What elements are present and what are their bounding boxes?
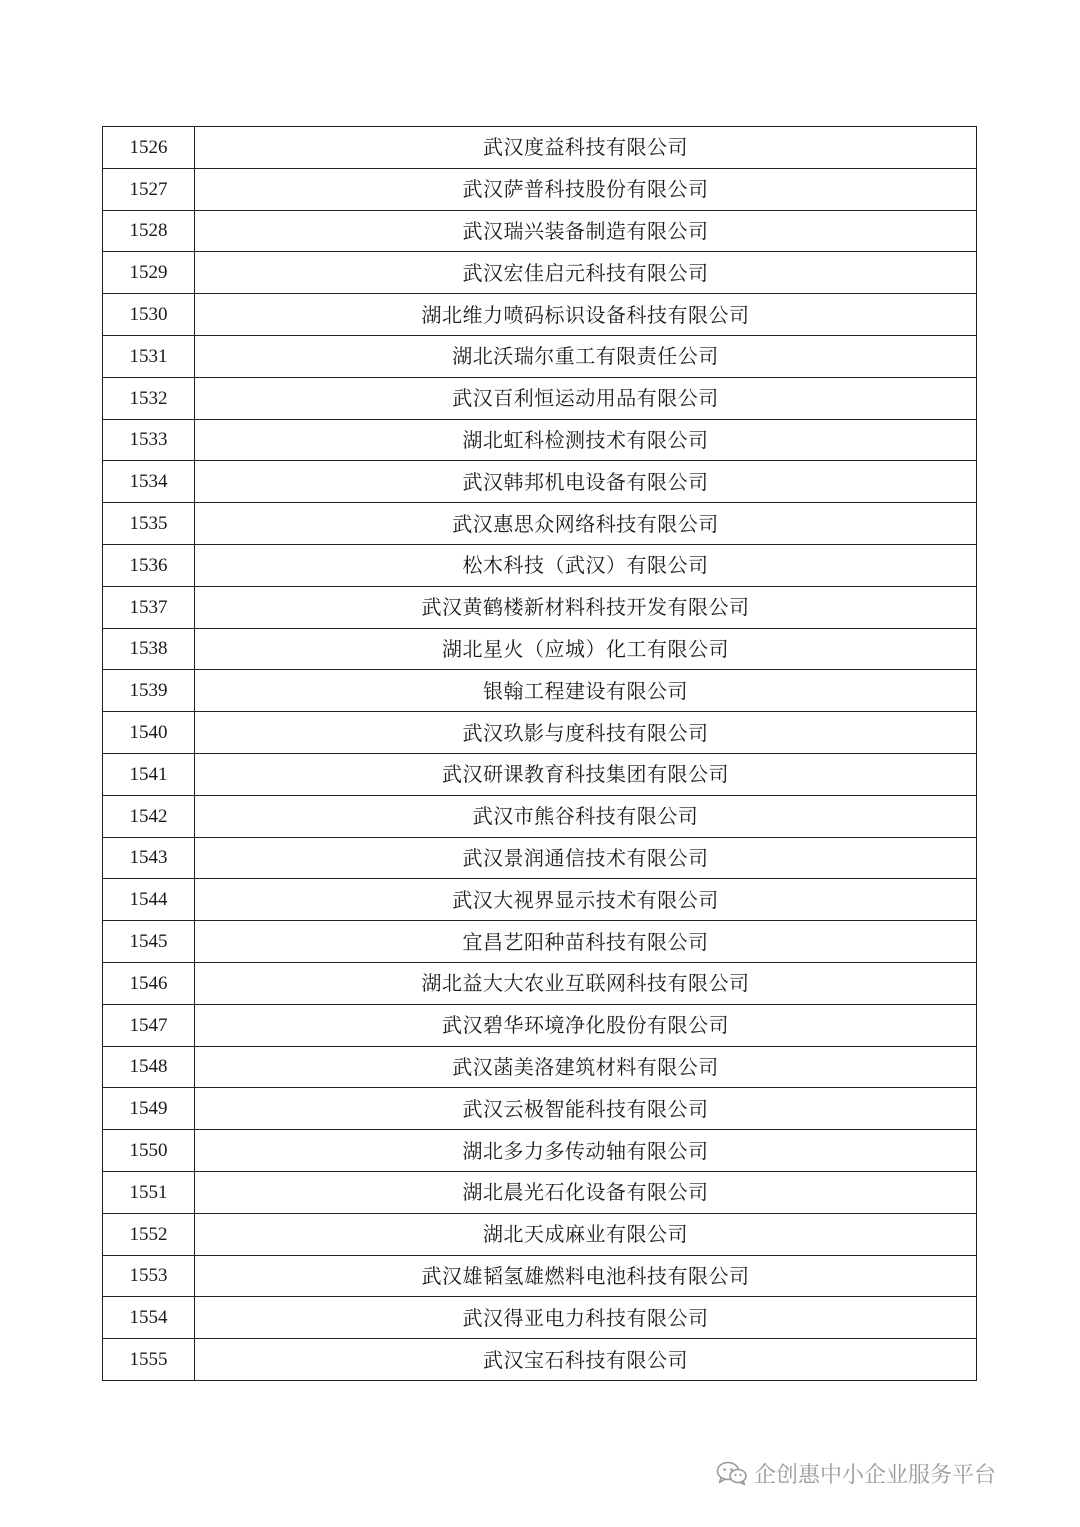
row-number-cell: 1529 bbox=[103, 252, 195, 294]
table-row bbox=[103, 795, 977, 837]
company-name-cell: 银翰工程建设有限公司 bbox=[195, 670, 977, 712]
company-name-cell: 湖北维力喷码标识设备科技有限公司 bbox=[195, 294, 977, 336]
row-number-cell: 1553 bbox=[103, 1255, 195, 1297]
row-number-cell: 1540 bbox=[103, 712, 195, 754]
row-number-cell: 1549 bbox=[103, 1088, 195, 1130]
company-name-cell: 武汉得亚电力科技有限公司 bbox=[195, 1297, 977, 1339]
company-name-cell: 湖北天成麻业有限公司 bbox=[195, 1213, 977, 1255]
table-row bbox=[103, 294, 977, 336]
company-name-cell: 湖北沃瑞尔重工有限责任公司 bbox=[195, 335, 977, 377]
row-number-cell: 1538 bbox=[103, 628, 195, 670]
table-row bbox=[103, 1255, 977, 1297]
table-row bbox=[103, 586, 977, 628]
company-name-cell: 湖北晨光石化设备有限公司 bbox=[195, 1171, 977, 1213]
row-number-cell: 1546 bbox=[103, 962, 195, 1004]
company-name-cell: 武汉萨普科技股份有限公司 bbox=[195, 168, 977, 210]
table-row bbox=[103, 335, 977, 377]
company-name-cell: 武汉大视界显示技术有限公司 bbox=[195, 879, 977, 921]
table-row bbox=[103, 1046, 977, 1088]
table-row bbox=[103, 127, 977, 169]
company-name-cell: 松木科技（武汉）有限公司 bbox=[195, 544, 977, 586]
company-name-cell: 武汉市熊谷科技有限公司 bbox=[195, 795, 977, 837]
company-name-cell: 武汉雄韬氢雄燃料电池科技有限公司 bbox=[195, 1255, 977, 1297]
row-number-cell: 1532 bbox=[103, 377, 195, 419]
company-name-cell: 宜昌艺阳种苗科技有限公司 bbox=[195, 921, 977, 963]
row-number-cell: 1545 bbox=[103, 921, 195, 963]
row-number-cell: 1554 bbox=[103, 1297, 195, 1339]
table-row bbox=[103, 1088, 977, 1130]
table-row bbox=[103, 544, 977, 586]
company-name-cell: 武汉菡美洛建筑材料有限公司 bbox=[195, 1046, 977, 1088]
table-row bbox=[103, 252, 977, 294]
company-name-cell: 武汉碧华环境净化股份有限公司 bbox=[195, 1004, 977, 1046]
table-body bbox=[103, 127, 977, 1381]
company-name-cell: 湖北益大大农业互联网科技有限公司 bbox=[195, 962, 977, 1004]
row-number-cell: 1543 bbox=[103, 837, 195, 879]
company-name-cell: 武汉宏佳启元科技有限公司 bbox=[195, 252, 977, 294]
company-name-cell: 武汉玖影与度科技有限公司 bbox=[195, 712, 977, 754]
company-list-table bbox=[102, 126, 977, 1381]
company-name-cell: 湖北虹科检测技术有限公司 bbox=[195, 419, 977, 461]
table-row bbox=[103, 419, 977, 461]
table-row bbox=[103, 1213, 977, 1255]
table-row bbox=[103, 921, 977, 963]
row-number-cell: 1530 bbox=[103, 294, 195, 336]
table-row bbox=[103, 670, 977, 712]
table-row bbox=[103, 879, 977, 921]
row-number-cell: 1547 bbox=[103, 1004, 195, 1046]
table-row bbox=[103, 461, 977, 503]
table-row bbox=[103, 377, 977, 419]
row-number-cell: 1539 bbox=[103, 670, 195, 712]
company-name-cell: 武汉韩邦机电设备有限公司 bbox=[195, 461, 977, 503]
table-row bbox=[103, 168, 977, 210]
row-number-cell: 1536 bbox=[103, 544, 195, 586]
row-number-cell: 1534 bbox=[103, 461, 195, 503]
table-row bbox=[103, 1297, 977, 1339]
table-row bbox=[103, 1004, 977, 1046]
row-number-cell: 1528 bbox=[103, 210, 195, 252]
table-row bbox=[103, 837, 977, 879]
table-row bbox=[103, 210, 977, 252]
row-number-cell: 1535 bbox=[103, 503, 195, 545]
company-name-cell: 湖北星火（应城）化工有限公司 bbox=[195, 628, 977, 670]
row-number-cell: 1527 bbox=[103, 168, 195, 210]
row-number-cell: 1537 bbox=[103, 586, 195, 628]
row-number-cell: 1551 bbox=[103, 1171, 195, 1213]
table-row bbox=[103, 753, 977, 795]
table-row bbox=[103, 712, 977, 754]
wechat-icon bbox=[716, 1460, 748, 1486]
company-name-cell: 武汉云极智能科技有限公司 bbox=[195, 1088, 977, 1130]
company-name-cell: 武汉宝石科技有限公司 bbox=[195, 1339, 977, 1381]
company-name-cell: 武汉景润通信技术有限公司 bbox=[195, 837, 977, 879]
table-row bbox=[103, 1171, 977, 1213]
company-name-cell: 武汉瑞兴装备制造有限公司 bbox=[195, 210, 977, 252]
row-number-cell: 1542 bbox=[103, 795, 195, 837]
company-name-cell: 武汉惠思众网络科技有限公司 bbox=[195, 503, 977, 545]
row-number-cell: 1544 bbox=[103, 879, 195, 921]
row-number-cell: 1526 bbox=[103, 127, 195, 169]
row-number-cell: 1541 bbox=[103, 753, 195, 795]
row-number-cell: 1550 bbox=[103, 1130, 195, 1172]
company-name-cell: 武汉百利恒运动用品有限公司 bbox=[195, 377, 977, 419]
watermark bbox=[716, 1458, 996, 1488]
table-row bbox=[103, 503, 977, 545]
watermark-text: 企创惠中小企业服务平台 bbox=[754, 1462, 997, 1488]
table-row bbox=[103, 962, 977, 1004]
company-name-cell: 湖北多力多传动轴有限公司 bbox=[195, 1130, 977, 1172]
table-row bbox=[103, 628, 977, 670]
row-number-cell: 1533 bbox=[103, 419, 195, 461]
company-name-cell: 武汉度益科技有限公司 bbox=[195, 127, 977, 169]
table-row bbox=[103, 1130, 977, 1172]
company-name-cell: 武汉研课教育科技集团有限公司 bbox=[195, 753, 977, 795]
row-number-cell: 1555 bbox=[103, 1339, 195, 1381]
row-number-cell: 1548 bbox=[103, 1046, 195, 1088]
row-number-cell: 1531 bbox=[103, 335, 195, 377]
table-row bbox=[103, 1339, 977, 1381]
company-name-cell: 武汉黄鹤楼新材料科技开发有限公司 bbox=[195, 586, 977, 628]
row-number-cell: 1552 bbox=[103, 1213, 195, 1255]
